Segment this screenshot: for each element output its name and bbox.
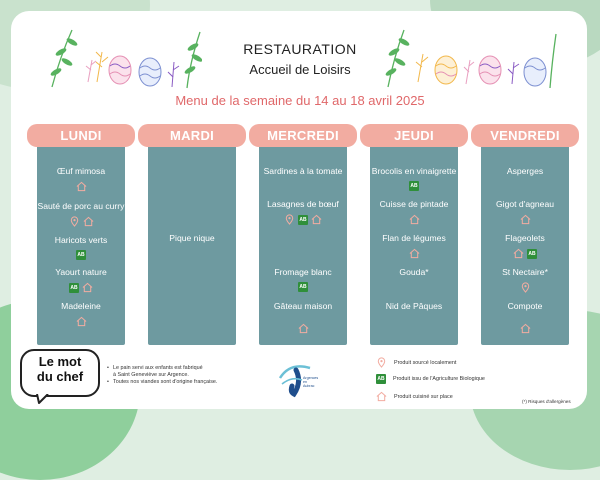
item-icons [37, 316, 125, 327]
homemade-icon [409, 248, 420, 259]
chef-title-line2: du chef [36, 369, 84, 384]
item-icons [481, 323, 569, 334]
spring-decoration-right [378, 22, 558, 92]
menu-item: Lasagnes de bœuf [267, 199, 339, 209]
day-header: LUNDI [27, 124, 135, 147]
organic-ab-icon [69, 283, 79, 293]
item-icons [481, 282, 569, 293]
menu-item: Sardines à la tomate [263, 166, 343, 176]
homemade-icon [311, 214, 322, 225]
item-icons [37, 181, 125, 192]
menu-item: Flageolets [505, 233, 545, 243]
menu-item: Gâteau maison [273, 301, 333, 311]
spring-decoration-left [42, 22, 202, 92]
menu-item: Sauté de porc au curry [37, 201, 125, 211]
item-icons [370, 214, 458, 225]
homemade-icon [513, 248, 524, 259]
legend-label: Produit cuisiné sur place [394, 393, 453, 400]
homemade-icon [520, 214, 531, 225]
homemade-icon [376, 391, 387, 402]
menu-item: Flan de légumes [382, 233, 446, 243]
menu-item: Brocolis en vinaigrette [371, 166, 457, 176]
item-icons [259, 282, 347, 292]
menu-item: St Nectaire* [502, 267, 548, 277]
location-pin-icon [376, 357, 387, 368]
item-icons [481, 248, 569, 259]
location-pin-icon [69, 216, 80, 227]
chef-note-continued: à Saint Geneviève sur Argence. [113, 372, 189, 378]
homemade-icon [82, 282, 93, 293]
item-icons [481, 214, 569, 225]
item-icons [259, 214, 347, 225]
organic-ab-icon [298, 215, 308, 225]
location-pin-icon [284, 214, 295, 225]
day-column-vendredi [481, 128, 569, 345]
chef-title-line1: Le mot [38, 354, 82, 369]
week-title: Menu de la semaine du 14 au 18 avril 2025 [175, 93, 425, 108]
day-header: JEUDI [360, 124, 468, 147]
menu-item: Madeleine [61, 301, 101, 311]
page-title: RESTAURATION [243, 41, 357, 57]
page-subtitle: Accueil de Loisirs [249, 62, 351, 77]
homemade-icon [83, 216, 94, 227]
menu-item: Fromage blanc [274, 267, 332, 277]
logo-line: en [303, 380, 307, 384]
logo-line: Argences [303, 376, 319, 380]
speech-bubble-tail-icon [36, 394, 50, 404]
organic-ab-icon [527, 249, 537, 259]
day-header: MARDI [138, 124, 246, 147]
argences-en-aubrac-logo [276, 356, 320, 403]
item-icons [370, 181, 458, 191]
menu-item: Haricots verts [54, 235, 108, 245]
chef-note: • Toutes nos viandes sont d'origine française. [107, 379, 217, 386]
homemade-icon [76, 316, 87, 327]
legend-row-bio [376, 374, 485, 384]
organic-ab-icon [76, 250, 86, 260]
location-pin-icon [520, 282, 531, 293]
chef-note: • Le pain servi aux enfants est fabriqué [107, 365, 217, 372]
organic-ab-icon [409, 181, 419, 191]
menu-item: Gouda* [399, 267, 429, 277]
homemade-icon [520, 323, 531, 334]
chef-notes [107, 365, 217, 386]
menu-item: Nid de Pâques [385, 301, 443, 311]
menu-item: Gigot d'agneau [495, 199, 555, 209]
homemade-icon [76, 181, 87, 192]
item-icons [259, 323, 347, 334]
logo-text [303, 376, 318, 388]
day-column-mardi [148, 128, 236, 345]
item-icons [37, 216, 125, 227]
day-column-mercredi [259, 128, 347, 345]
menu-item: Pique nique [169, 233, 215, 243]
day-column-lundi [37, 128, 125, 345]
legend-row-homemade [376, 391, 453, 402]
legend-label: Produit issu de l'Agriculture Biologique [393, 376, 485, 382]
menu-item: Cuisse de pintade [379, 199, 449, 209]
organic-ab-icon [376, 374, 386, 384]
legend-label: Produit sourcé localement [394, 359, 457, 366]
item-icons [370, 248, 458, 259]
day-header: MERCREDI [249, 124, 357, 147]
organic-ab-icon [298, 282, 308, 292]
item-icons [37, 250, 125, 260]
item-icons [37, 282, 125, 293]
legend-row-local [376, 357, 456, 368]
menu-item: Compote [507, 301, 543, 311]
day-header: VENDREDI [471, 124, 579, 147]
homemade-icon [409, 214, 420, 225]
menu-item: Yaourt nature [55, 267, 107, 277]
menu-item: Œuf mimosa [56, 166, 106, 176]
menu-item: Asperges [506, 166, 544, 176]
allergen-note: (*) Risques d'allergènes [522, 399, 571, 404]
day-column-jeudi [370, 128, 458, 345]
logo-line: Aubrac [303, 384, 315, 388]
chef-speech-bubble [20, 349, 100, 397]
homemade-icon [298, 323, 309, 334]
